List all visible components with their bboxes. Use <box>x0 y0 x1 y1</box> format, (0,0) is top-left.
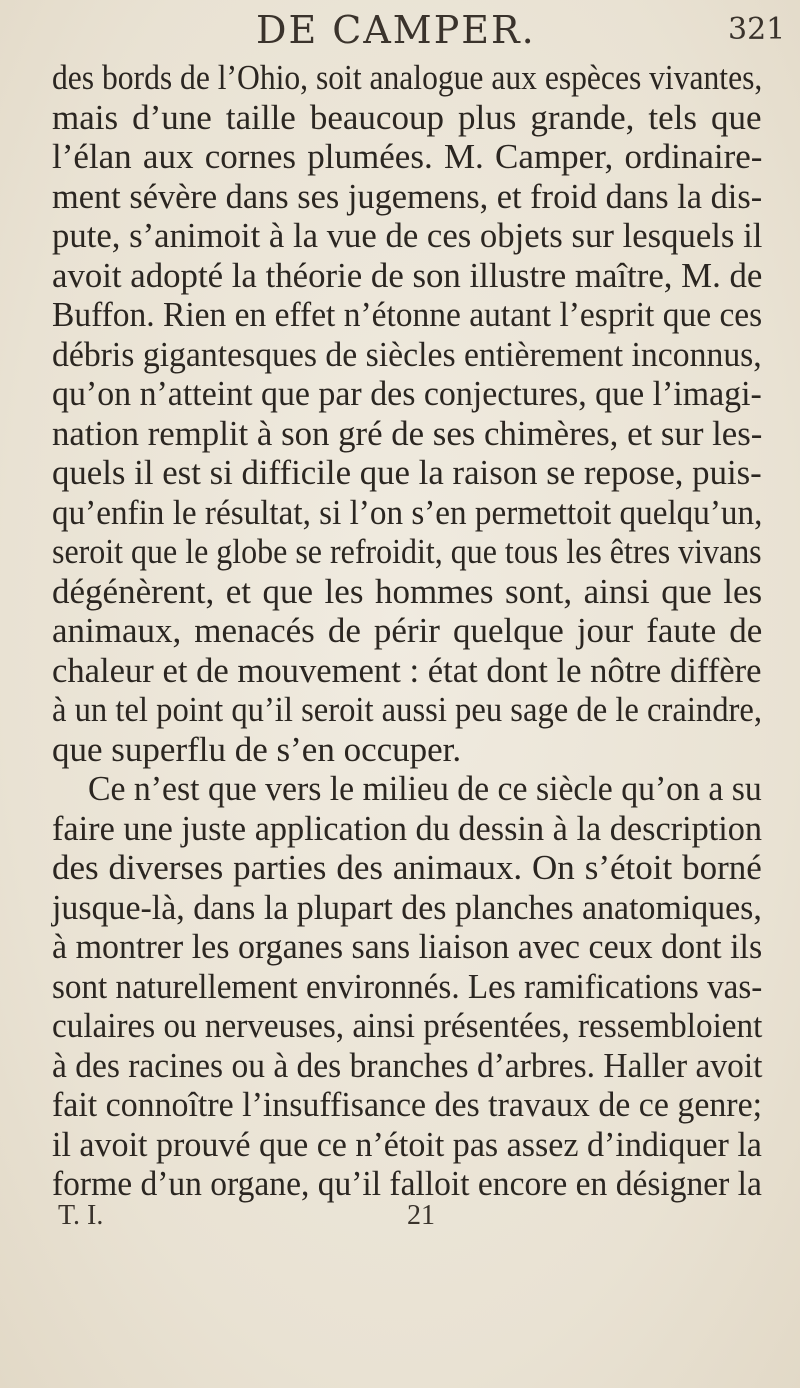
text-line: des diverses parties des animaux. On s’étoit borné <box>52 848 762 887</box>
text-line: Ce n’est que vers le milieu de ce siècle qu’on a su <box>88 769 762 808</box>
running-head <box>0 8 800 52</box>
text-line: que superflu de s’en occuper. <box>52 729 462 769</box>
text-line: à un tel point qu’il seroit aussi peu sage de le craindre, <box>52 690 762 729</box>
text-line: il avoit prouvé que ce n’étoit pas assez d’indiquer la <box>52 1124 762 1164</box>
running-title: DE CAMPER. <box>256 8 536 52</box>
text-line: à montrer les organes sans liaison avec ceux dont ils <box>52 927 763 966</box>
gathering-number: 21 <box>407 1200 435 1231</box>
volume-signature: T. I. <box>58 1200 104 1231</box>
text-line: quels il est si difficile que la raison se repose, puis- <box>52 453 762 492</box>
text-line: forme d’un organe, qu’il falloit encore en désigner la <box>52 1164 762 1203</box>
text-line: nation remplit à son gré de ses chimères, et sur les- <box>52 413 763 453</box>
text-line: qu’on n’atteint que par des conjectures, que l’imagi- <box>52 374 762 413</box>
text-line: débris gigantesques de siècles entièrement inconnus, <box>52 334 762 374</box>
page-number: 321 <box>728 12 786 47</box>
text-line: à des racines ou à des branches d’arbres. Haller avoit <box>52 1045 763 1085</box>
text-line: dégénèrent, et que les hommes sont, ainsi que les <box>52 571 763 611</box>
text-line: sont naturellement environnés. Les ramifications vas- <box>52 966 763 1006</box>
page-footer <box>0 1200 800 1240</box>
text-line: ment sévère dans ses jugemens, et froid dans la dis- <box>52 176 763 216</box>
text-line: culaires ou nerveuses, ainsi présentées, ressembloient <box>52 1006 763 1045</box>
text-line: mais d’une taille beaucoup plus grande, tels que <box>52 97 762 137</box>
text-line: l’élan aux cornes plumées. M. Camper, ordinaire- <box>52 137 763 176</box>
text-line: Buffon. Rien en effet n’étonne autant l’esprit que ces <box>52 295 763 334</box>
text-line: animaux, menacés de périr quelque jour faute de <box>52 611 763 650</box>
text-line: chaleur et de mouvement : état dont le nôtre diffère <box>52 650 762 690</box>
text-line: qu’enfin le résultat, si l’on s’en permettoit quelqu’un, <box>52 492 763 532</box>
text-line: jusque-là, dans la plupart des planches anatomiques, <box>52 887 762 927</box>
text-line: avoit adopté la théorie de son illustre maître, M. de <box>52 255 763 295</box>
text-line: des bords de l’Ohio, soit analogue aux espèces vivantes, <box>52 58 763 97</box>
text-line: seroit que le globe se refroidit, que tous les êtres vivans <box>52 532 762 571</box>
text-line: fait connoître l’insuffisance des travaux de ce genre; <box>52 1085 763 1124</box>
text-line: pute, s’animoit à la vue de ces objets sur lesquels il <box>52 216 763 255</box>
text-line: faire une juste application du dessin à la description <box>52 808 763 848</box>
